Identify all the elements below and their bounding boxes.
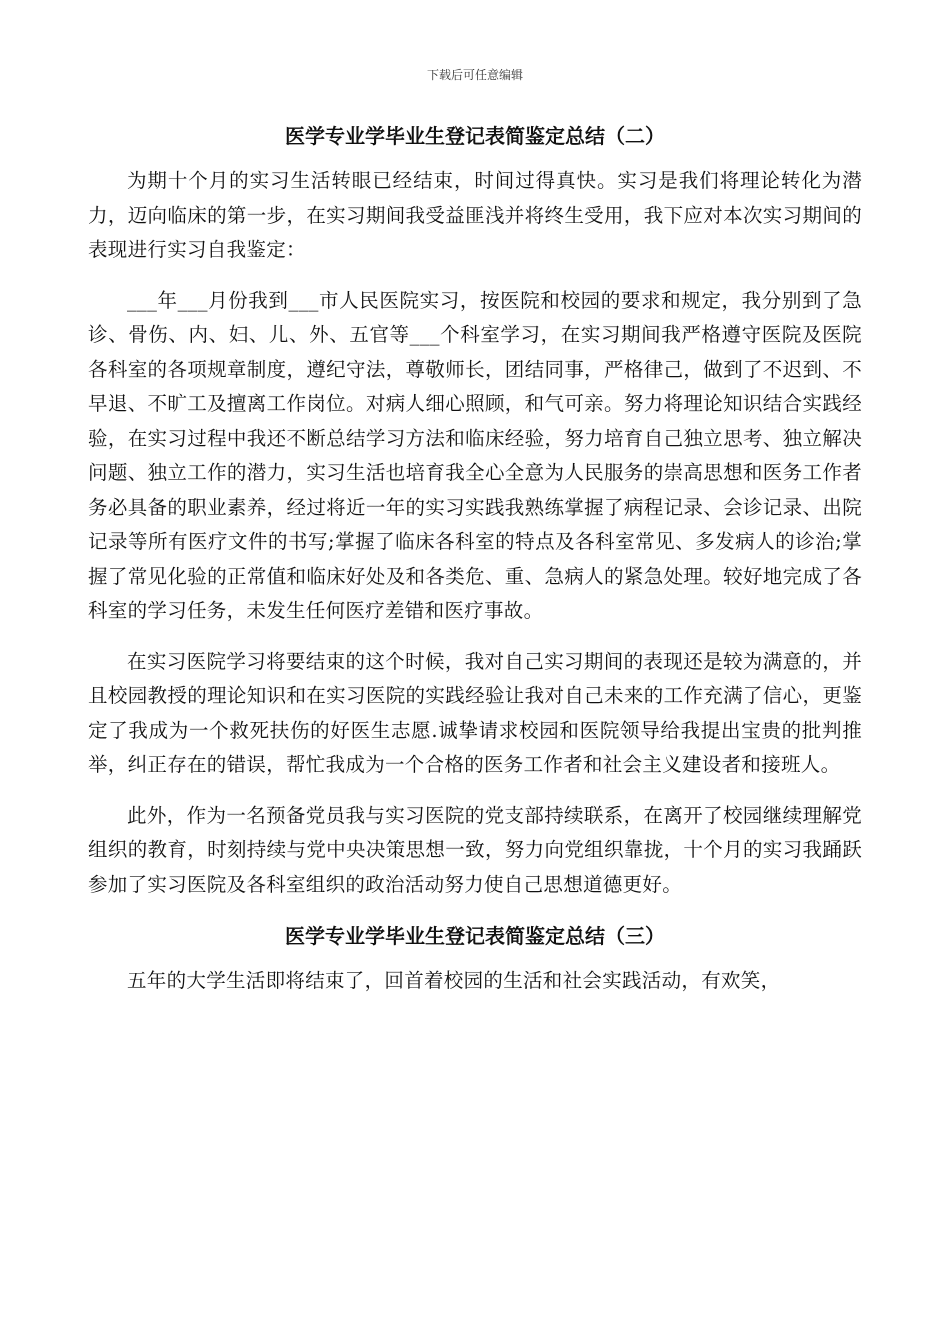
section-title-2: 医学专业学毕业生登记表简鉴定总结（二） xyxy=(285,124,665,148)
document-body xyxy=(88,118,862,1015)
paragraph-1: 为期十个月的实习生活转眼已经结束，时间过得真快。实习是我们将理论转化为潜力，迈向临床的第一步，在实习期间我受益匪浅并将终生受用，我下应对本次实习期间的表现进行实习自我鉴定： xyxy=(88,169,862,261)
section-title-3: 医学专业学毕业生登记表简鉴定总结（三） xyxy=(285,924,665,948)
paragraph-4: 此外，作为一名预备党员我与实习医院的党支部持续联系，在离开了校园继续理解党组织的教育，时刻持续与党中央决策思想一致，努力向党组织靠拢，十个月的实习我踊跃参加了实习医院及各科室组织的政治活动努力使自己思想道德更好。 xyxy=(88,803,862,896)
paragraph-3: 在实习医院学习将要结束的这个时候，我对自己实习期间的表现还是较为满意的，并且校园教授的理论知识和在实习医院的实践经验让我对自己未来的工作充满了信心，更鉴定了我成为一个救死扶伤的好医生志愿.诚挚请求校园和医院领导给我提出宝贵的批判推举，纠正存在的错误，帮忙我成为一个合格的医务工作者和社会主义建设者和接班人。 xyxy=(88,649,862,776)
paragraph-2: ___年___月份我到___市人民医院实习，按医院和校园的要求和规定，我分别到了急诊、骨伤、内、妇、儿、外、五官等___个科室学习，在实习期间我严格遵守医院及医院各科室的各项规章制度，遵纪守法，尊敬师长，团结同事，严格律己，做到了不迟到、不早退、不旷工及擅离工作岗位。对病人细心照顾，和气可亲。努力将理论知识结合实践经验，在实习过程中我还不断总结学习方法和临床经验，努力培育自己独立思考、独立解决问题、独立工作的潜力，实习生活也培育我全心全意为人民服务的崇高思想和医务工作者务必具备的职业素养，经过将近一年的实习实践我熟练掌握了病程记录、会诊记录、出院记录等所有医疗文件的书写;掌握了临床各科室的特点及各科室常见、多发病人的诊治;掌握了常见化验的正常值和临床好处及和各类危、重、急病人的紧急处理。较好地完成了各科室的学习任务，未发生任何医疗差错和医疗事故。 xyxy=(88,288,862,622)
header-note: 下载后可任意编辑 xyxy=(426,68,523,82)
paragraph-5: 五年的大学生活即将结束了，回首着校园的生活和社会实践活动，有欢笑， xyxy=(127,969,781,992)
